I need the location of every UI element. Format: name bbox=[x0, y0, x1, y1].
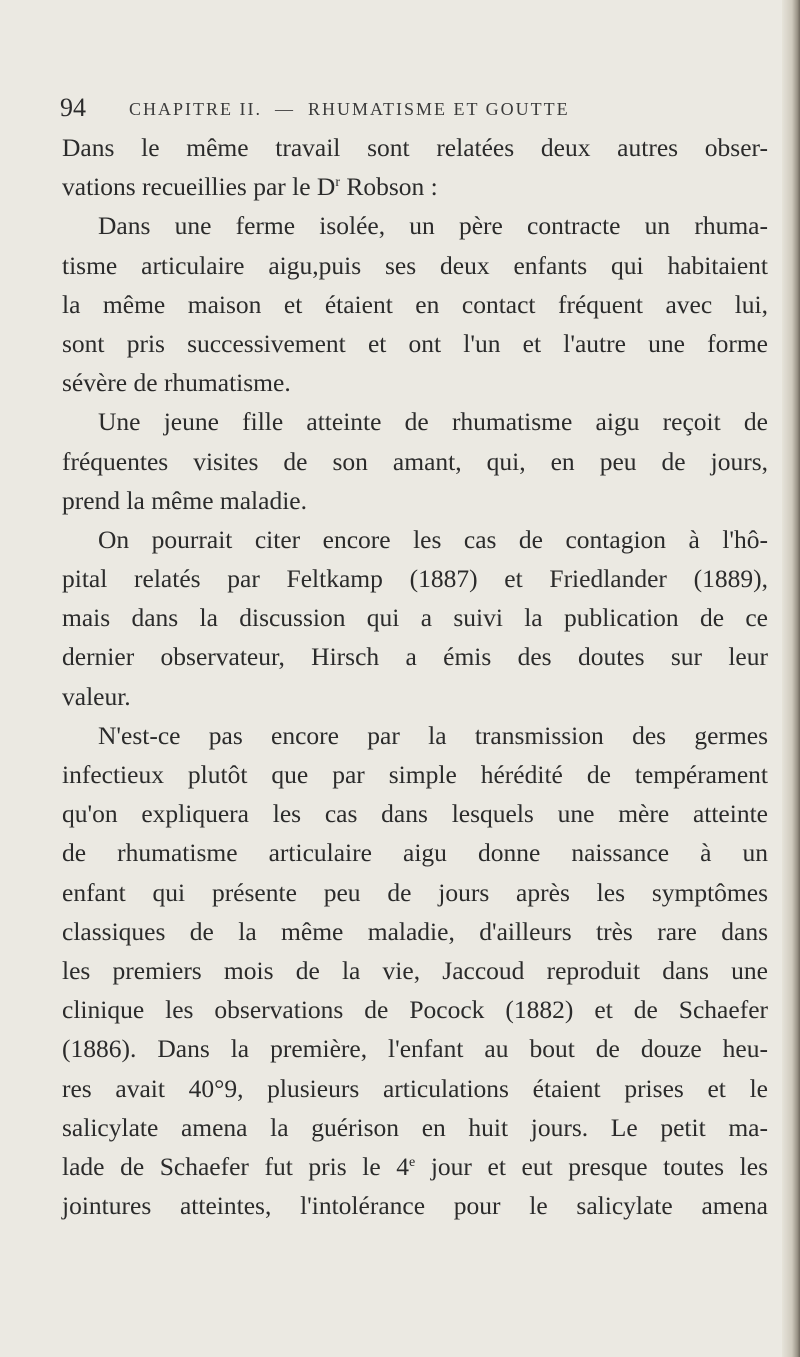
body-text bbox=[62, 128, 768, 1225]
text-line: pital relatés par Feltkamp (1887) et Friedlander (1889), bbox=[62, 564, 768, 594]
page-header bbox=[60, 93, 760, 133]
superscript: e bbox=[409, 1154, 416, 1170]
text-line: de rhumatisme articulaire aigu donne naissance à un bbox=[62, 838, 768, 868]
text-line: prend la même maladie. bbox=[62, 485, 307, 515]
text-line: dernier observateur, Hirsch a émis des doutes sur leur bbox=[62, 642, 768, 672]
text-line: valeur. bbox=[62, 681, 131, 711]
text-line: N'est-ce pas encore par la transmission des germes bbox=[98, 720, 768, 750]
text-line: enfant qui présente peu de jours après les symptômes bbox=[62, 877, 768, 907]
text-line: lade de Schaefer fut pris le 4e jour et eut presque toutes les bbox=[62, 1151, 768, 1181]
text-line: classiques de la même maladie, d'ailleurs très rare dans bbox=[62, 916, 768, 946]
text-line: infectieux plutôt que par simple hérédité de tempérament bbox=[62, 760, 768, 789]
text-line: la même maison et étaient en contact fréquent avec lui, bbox=[62, 289, 768, 319]
text-line: tisme articulaire aigu,puis ses deux enfants qui habitaient bbox=[62, 250, 768, 280]
text-line: salicylate amena la guérison en huit jours. Le petit ma- bbox=[62, 1112, 768, 1142]
text-line: qu'on expliquera les cas dans lesquels une mère atteinte bbox=[62, 799, 768, 829]
text-line: mais dans la discussion qui a suivi la publication de ce bbox=[62, 603, 768, 633]
page-edge-shadow bbox=[782, 0, 800, 1357]
text-line: jointures atteintes, l'intolérance pour le salicylate amena bbox=[62, 1191, 768, 1221]
text-line: Dans le même travail sont relatées deux autres obser- bbox=[62, 133, 768, 162]
text-line: On pourrait citer encore les cas de contagion à l'hô- bbox=[98, 524, 768, 554]
text-line: res avait 40°9, plusieurs articulations étaient prises et le bbox=[62, 1073, 768, 1103]
text-line: clinique les observations de Pocock (1882) et de Schaefer bbox=[62, 995, 768, 1025]
running-head: CHAPITRE II. — RHUMATISME ET GOUTTE bbox=[129, 99, 570, 119]
text-line: sont pris successivement et ont l'un et l'autre une forme bbox=[62, 328, 768, 358]
text-line: fréquentes visites de son amant, qui, en peu de jours, bbox=[62, 446, 768, 476]
text-line: (1886). Dans la première, l'enfant au bout de douze heu- bbox=[62, 1034, 768, 1064]
page-number: 94 bbox=[60, 93, 86, 122]
text-line: sévère de rhumatisme. bbox=[62, 368, 291, 398]
text-line: Dans une ferme isolée, un père contracte un rhuma- bbox=[98, 211, 768, 241]
superscript: r bbox=[335, 175, 340, 191]
text-line: vations recueillies par le $D^r$ Robson : bbox=[62, 172, 438, 202]
text-line: les premiers mois de la vie, Jaccoud reproduit dans une bbox=[62, 955, 768, 985]
text-line: Une jeune fille atteinte de rhumatisme aigu reçoit de bbox=[98, 407, 768, 437]
